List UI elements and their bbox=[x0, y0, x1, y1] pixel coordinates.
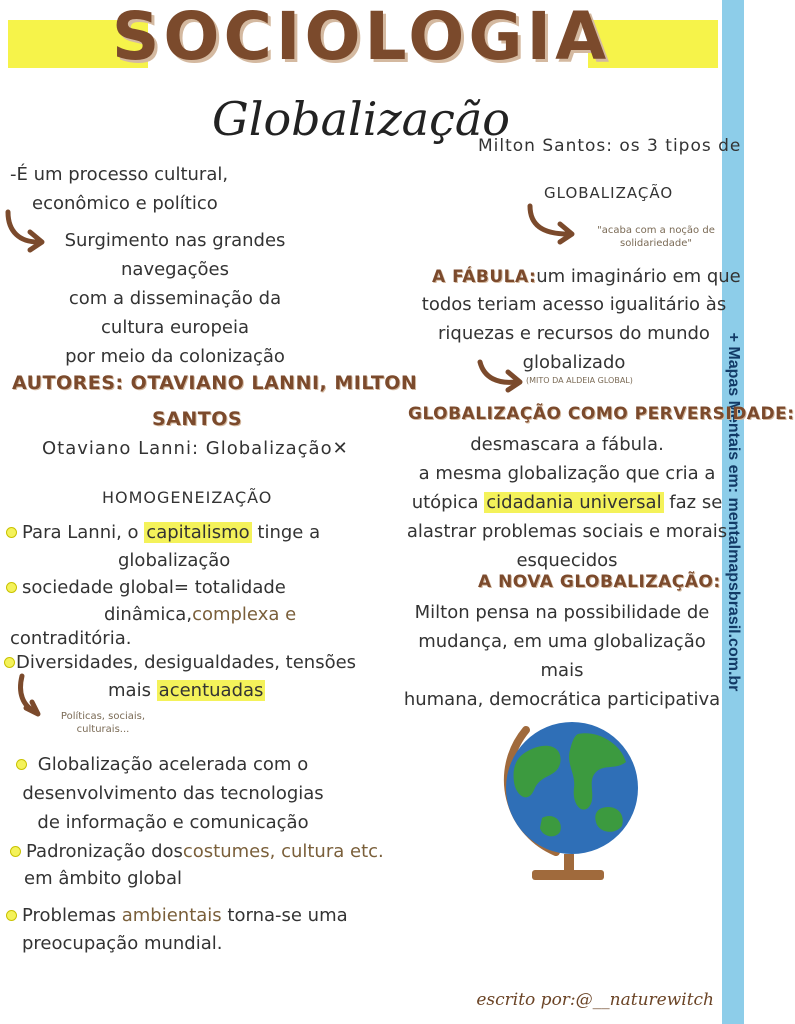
perversidade-text bbox=[406, 430, 728, 575]
bullet-4 bbox=[18, 750, 328, 837]
fabula-line-1 bbox=[432, 262, 741, 292]
origin-line: com a disseminação da bbox=[68, 288, 282, 309]
intro-line-2: econômico e político bbox=[32, 193, 218, 214]
versus-x-icon: ✕ bbox=[332, 438, 349, 459]
perversidade-line: alastrar problemas sociais e morais bbox=[406, 521, 728, 542]
bullet-2-line-2 bbox=[104, 600, 296, 629]
authors-heading-2: SANTOS bbox=[152, 408, 243, 430]
note-line: Políticas, sociais, bbox=[60, 711, 146, 722]
bullet-3-text: mais bbox=[108, 680, 157, 701]
arrow-curved-icon bbox=[474, 356, 530, 392]
milton-title-2: GLOBALIZAÇÃO bbox=[544, 184, 674, 202]
milton-note bbox=[586, 224, 726, 250]
bullet-1-line-2: globalização bbox=[118, 550, 231, 571]
sidebar-url[interactable]: mentalmapsbrasil.com.br bbox=[725, 497, 742, 692]
bullet-dot-icon bbox=[6, 910, 17, 921]
origin-line: cultura europeia bbox=[101, 317, 249, 338]
origin-line: por meio da colonização bbox=[65, 346, 285, 367]
bullet-2-line-1: sociedade global= totalidade bbox=[22, 577, 286, 598]
bullet-6-brown: ambientais bbox=[121, 905, 222, 926]
bullet-1-highlight: capitalismo bbox=[146, 522, 250, 543]
authors-heading-1: AUTORES: OTAVIANO LANNI, MILTON bbox=[12, 372, 418, 394]
fabula-line: todos teriam acesso igualitário às bbox=[421, 294, 727, 315]
perversidade-text-a: utópica bbox=[411, 492, 485, 513]
bullet-3-highlight: acentuadas bbox=[158, 680, 264, 701]
perversidade-highlight: cidadania universal bbox=[486, 492, 662, 513]
bullet-dot-icon bbox=[6, 527, 17, 538]
note-line: solidariedade" bbox=[620, 238, 692, 249]
bullet-dot-icon bbox=[10, 846, 21, 857]
arrow-curved-icon bbox=[524, 202, 584, 244]
bullet-2-text: dinâmica, bbox=[104, 604, 193, 625]
perversidade-line bbox=[406, 488, 728, 517]
fabula-rest bbox=[416, 290, 732, 377]
bullet-2-line-3: contraditória. bbox=[10, 628, 132, 649]
bullet-2-brown: complexa e bbox=[192, 604, 297, 625]
bullet-1 bbox=[22, 518, 320, 547]
bullet-5-text: Padronização dos bbox=[26, 841, 183, 862]
bullet-6-text: Problemas bbox=[22, 905, 122, 926]
lanni-title bbox=[42, 438, 349, 459]
bullet-6-line-2: preocupação mundial. bbox=[22, 933, 223, 954]
bullet-6-text-c: torna-se uma bbox=[221, 905, 348, 926]
fabula-note: (MITO DA ALDEIA GLOBAL) bbox=[526, 376, 633, 385]
globe-icon bbox=[486, 712, 656, 892]
bullet-dot-icon bbox=[4, 657, 15, 668]
bullet-5-line-2: em âmbito global bbox=[24, 868, 183, 889]
perversidade-line: desmascara a fábula. bbox=[470, 434, 664, 455]
author-credit: escrito por:@__naturewitch bbox=[476, 990, 714, 1010]
bullet-3-note bbox=[48, 710, 158, 736]
perversidade-line: esquecidos bbox=[516, 550, 618, 571]
fabula-line: globalizado bbox=[522, 352, 626, 373]
milton-title-1: Milton Santos: os 3 tipos de bbox=[478, 136, 742, 156]
lanni-homogeneizacao: HOMOGENEIZAÇÃO bbox=[102, 488, 273, 507]
bullet-4-line: de informação e comunicação bbox=[37, 812, 309, 833]
page-subtitle: Globalização bbox=[212, 92, 510, 146]
bullet-3-line-2 bbox=[108, 676, 265, 705]
note-line: "acaba com a noção de bbox=[597, 225, 715, 236]
intro-line-1: -É um processo cultural, bbox=[10, 164, 229, 185]
bullet-5-brown: costumes, cultura etc. bbox=[182, 841, 384, 862]
bullet-5-line-1 bbox=[26, 837, 384, 866]
bullet-1-text: Para Lanni, o bbox=[22, 522, 145, 543]
perversidade-line: a mesma globalização que cria a bbox=[418, 463, 716, 484]
lanni-title-text: Otaviano Lanni: Globalização bbox=[42, 438, 333, 459]
nova-line: humana, democrática participativa bbox=[403, 689, 721, 710]
bullet-6-line-1 bbox=[22, 901, 348, 930]
page-title: SOCIOLOGIA bbox=[111, 0, 611, 75]
perversidade-heading: GLOBALIZAÇÃO COMO PERVERSIDADE: bbox=[408, 404, 795, 424]
fabula-heading: A FÁBULA: bbox=[432, 267, 537, 287]
bullet-dot-icon bbox=[6, 582, 17, 593]
origin-line: navegações bbox=[121, 259, 229, 280]
nova-line: mudança, em uma globalização mais bbox=[418, 631, 706, 681]
bullet-4-line: Globalização acelerada com o bbox=[37, 754, 309, 775]
bullet-3-line-1: Diversidades, desigualdades, tensões bbox=[16, 652, 357, 673]
fabula-text: um imaginário em que bbox=[536, 266, 741, 287]
bullet-4-line: desenvolvimento das tecnologias bbox=[22, 783, 324, 804]
perversidade-text-b: faz se bbox=[663, 492, 723, 513]
nova-globalizacao-heading: A NOVA GLOBALIZAÇÃO: bbox=[478, 572, 721, 592]
sidebar-prefix: + Mapas Mentais em: bbox=[725, 332, 742, 498]
note-line: culturais... bbox=[76, 724, 130, 735]
origin-text bbox=[40, 226, 310, 371]
nova-line: Milton pensa na possibilidade de bbox=[414, 602, 710, 623]
origin-line: Surgimento nas grandes bbox=[64, 230, 286, 251]
bullet-1-text-b: tinge a bbox=[251, 522, 321, 543]
fabula-line: riquezas e recursos do mundo bbox=[438, 323, 710, 344]
